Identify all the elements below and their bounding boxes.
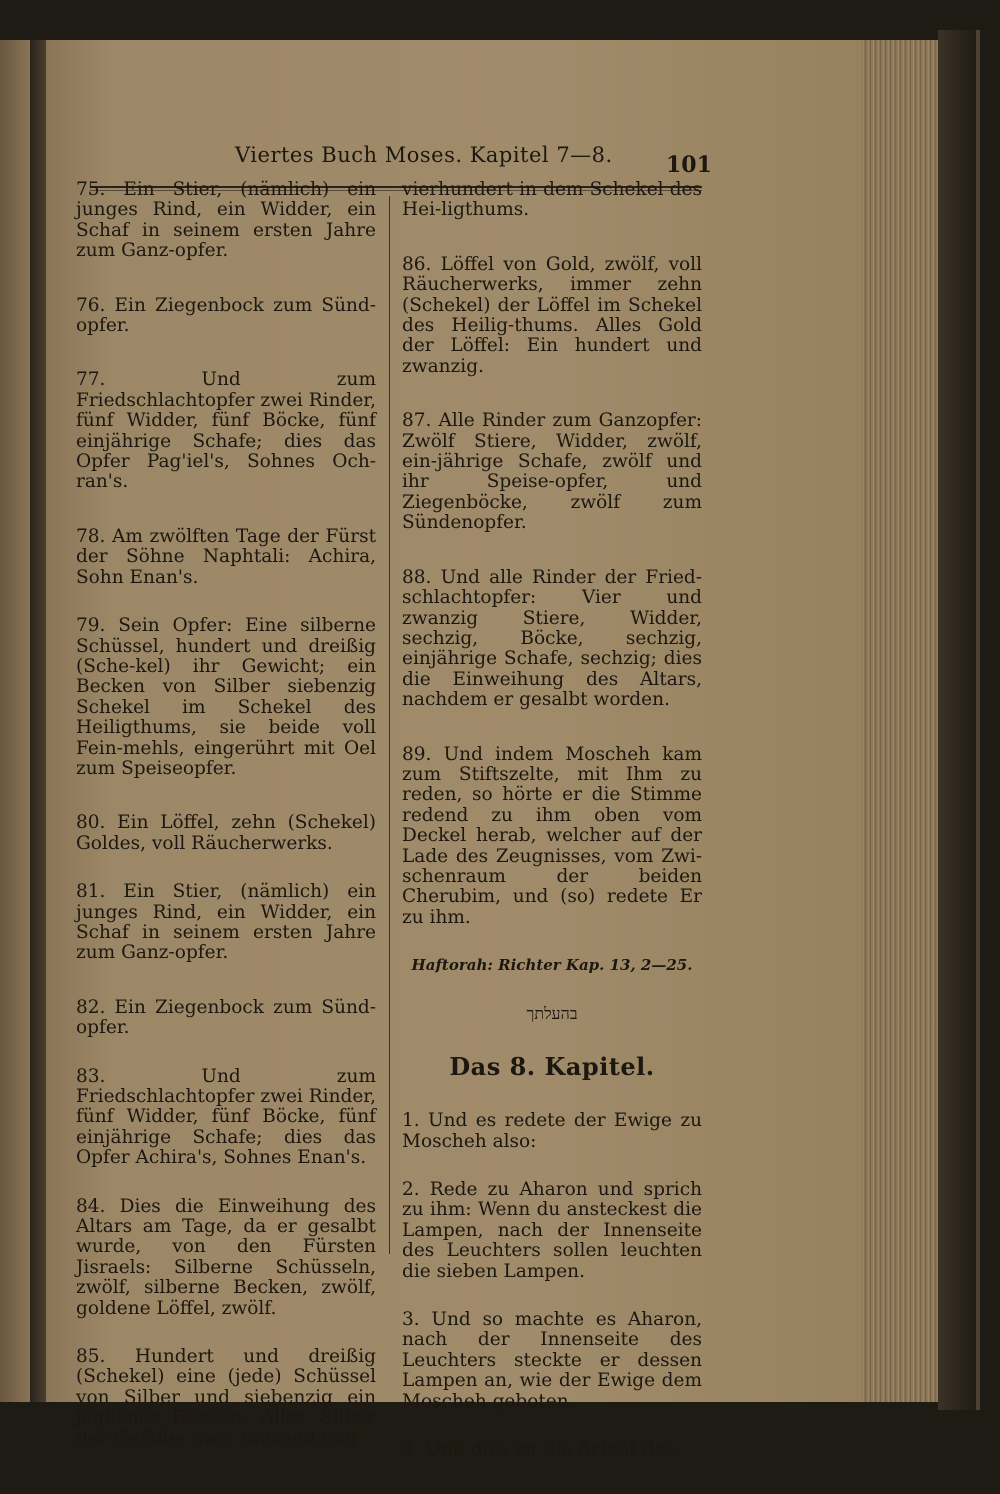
book-gutter [30,40,46,1402]
verse-75: 75. Ein Stier, (nämlich) ein junges Rind, ein Widder, ein Schaf in seinem ersten Jahre zum Ganz-opfer. [76,179,376,262]
verse-82: 82. Ein Ziegenbock zum Sünd-opfer. [76,996,376,1039]
cover-edge [976,30,980,1410]
verse-87: 87. Alle Rinder zum Ganzopfer: Zwölf Stiere, Widder, zwölf, ein-jährige Schafe, zwölf und ihr Speise-opfer, und Ziegenböcke, zwölf zum Sündenopfer. [402,410,702,534]
page-number: 101 [666,152,712,178]
chapter-8-verse-1: 1. Und es redete der Ewige zu Moscheh also: [402,1110,702,1152]
verse-79: 79. Sein Opfer: Eine silberne Schüssel, hundert und dreißig (Sche-kel) ihr Gewicht; ein Becken von Silber siebenzig Schekel im Schekel des Heiligthums, sie beide voll Fein-mehls, eingerührt mit Oel zum Speiseopfer. [76,615,376,779]
verse-80: 80. Ein Löffel, zehn (Schekel) Goldes, voll Räucherwerks. [76,812,376,854]
verse-89: 89. Und indem Moscheh kam zum Stiftszelte, mit Ihm zu reden, so hörte er die Stimme redend zu ihm oben vom Deckel herab, welcher auf der Lade des Zeugnisses, vom Zwi-schenraum der beiden Cherubim, und (so) redete Er zu ihm. [402,743,702,928]
chapter-8-verse-2: 2. Rede zu Aharon und sprich zu ihm: Wenn du ansteckest die Lampen, nach der Innenseite des Leuchters sollen leuchten die sieben Lampen. [402,1179,702,1282]
book-cover [938,30,978,1410]
verse-83: 83. Und zum Friedschlachtopfer zwei Rinder, fünf Widder, fünf Böcke, fünf einjährige Schafe; dies das Opfer Achira's, Sohnes Enan's. [76,1065,376,1169]
verse-85: 85. Hundert und dreißig (Schekel) eine (jede) Schüssel von Silber und siebenzig ein jegliches Becken. Alles Silber der Gefäße: zwei tausend und [76,1346,376,1449]
verse-77: 77. Und zum Friedschlachtopfer zwei Rinder, fünf Widder, fünf Böcke, fünf einjährige Schafe; dies das Opfer Pag'iel's, Sohnes Och-ran's. [76,369,376,493]
right-column [402,180,702,1494]
verse-76: 76. Ein Ziegenbock zum Sünd-opfer. [76,294,376,337]
page-stack-edges [862,40,938,1402]
running-head: Viertes Buch Moses. Kapitel 7—8. [235,143,613,167]
verse-85-continued: vierhundert in dem Schekel des Hei-ligthums. [402,179,702,221]
column-divider [389,196,390,1254]
verse-88: 88. Und alle Rinder der Fried-schlachtopfer: Vier und zwanzig Stiere, Widder, sechzig, Böcke, sechzig, einjährige Schafe, sechzig; dies die Einweihung des Altars, nachdem er gesalbt worden. [402,566,702,711]
haftorah-reference: Haftorah: Richter Kap. 13, 2—25. [411,956,693,975]
verse-78: 78. Am zwölften Tage der Fürst der Söhne Naphtali: Achira, Sohn Enan's. [76,525,376,588]
hebrew-parasha-heading: בהעלתך [526,1004,578,1024]
chapter-8-verse-3: 3. Und so machte es Aharon, nach der Innenseite des Leuchters steckte er dessen Lampen an, wie der Ewige dem Moscheh geboten. [402,1309,702,1412]
chapter-title: Das 8. Kapitel. [449,1052,655,1082]
left-column [76,180,376,1483]
chapter-8-verse-4: 4. Und dies ist die Arbeit des [402,1439,675,1461]
verse-81: 81. Ein Stier, (nämlich) ein junges Rind, ein Widder, ein Schaf in seinem ersten Jahre zum Ganz-opfer. [76,881,376,964]
verse-86: 86. Löffel von Gold, zwölf, voll Räucherwerks, immer zehn (Schekel) der Löffel im Schekel des Heilig-thums. Alles Gold der Löffel: Ein hundert und zwanzig. [402,253,702,377]
verse-84: 84. Dies die Einweihung des Altars am Tage, da er gesalbt wurde, von den Fürsten Jisraels: Silberne Schüsseln, zwölf, silberne Becken, zwölf, goldene Löffel, zwölf. [76,1195,376,1319]
facing-page-edge [0,40,30,1402]
